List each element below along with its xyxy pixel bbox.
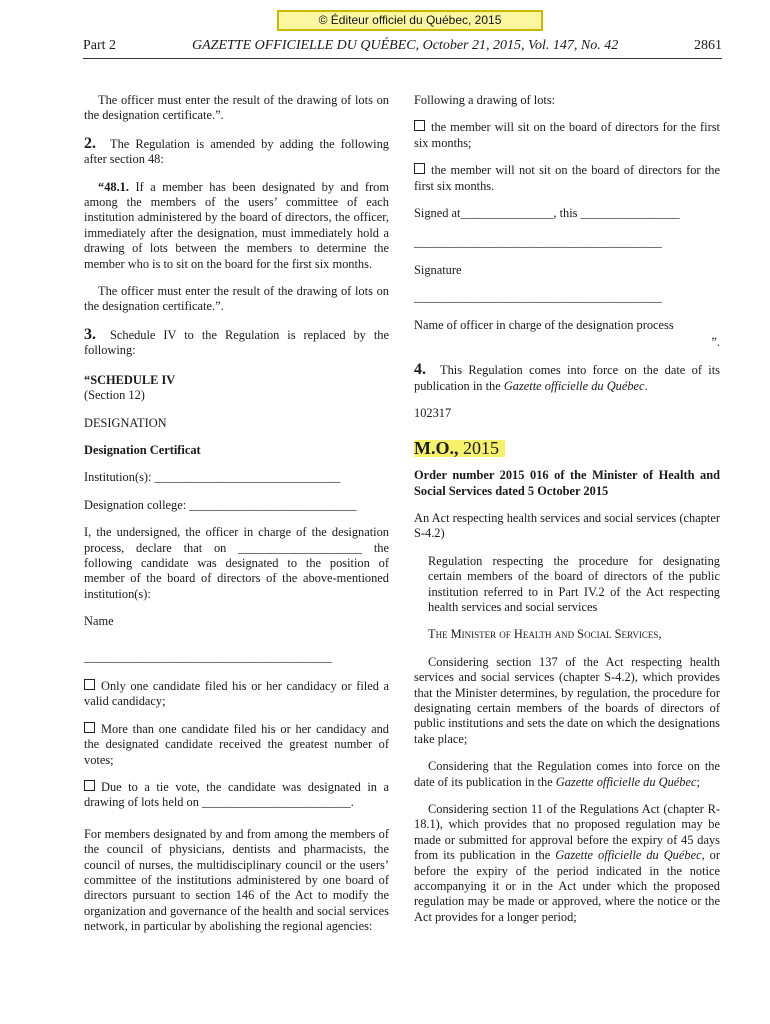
name-label: Name (84, 614, 114, 629)
declaration: I, the undersigned, the officer in charge of the designation process, declare that on ____________________ the following candidate was designated to the position of member of the board of directors of the above-mentioned institution(s): (84, 525, 389, 601)
section-2: 2. The Regulation is amended by adding the following after section 48: (84, 134, 389, 167)
schedule-heading: “SCHEDULE IV (Section 12) (84, 372, 176, 403)
for-members: For members designated by and from among the members of the council of physicians, dentists and pharmacists, the council of nurses, the multidisciplinary council or the users’ committee of the institutions administered by one board of directors pursuant to section 146 of the Act to modify the organization and governance of the health and social services network, in particular by abolishing the regional agencies: (84, 826, 389, 934)
section-3: 3. Schedule IV to the Regulation is replaced by the following: (84, 325, 389, 358)
considering-1: Considering section 137 of the Act respecting health services and social services (chapter S-4.2), which provides that the Minister determines, by regulation, the procedure for designating certain members of the boards of directors of public institutions and sets the date on which the designations take place; (414, 654, 720, 746)
option-1: Only one candidate filed his or her candidacy or filed a valid candidacy; (84, 678, 389, 709)
considering-3: Considering section 11 of the Regulations Act (chapter R-18.1), which provides that no proposed regulation may be made or submitted for approval before the expiry of 45 days from its publication in the Gazette officielle du Québec, or before the expiry of the period indicated in the notice accompanying it or in the Act under which the proposed regulation may be made or approved, where the notice or the Act provides for a longer period; (414, 802, 720, 924)
page-number: 2861 (694, 38, 722, 53)
checkbox-icon (414, 163, 425, 174)
considering-2: Considering that the Regulation comes into force on the date of its publication in the Gazette officielle du Québec; (414, 759, 720, 789)
left-column (84, 93, 389, 947)
section-4: 4. This Regulation comes into force on the date of its publication in the Gazette officielle du Québec. (414, 361, 720, 393)
minister: The Minister of Health and Social Services, (428, 627, 662, 642)
option-2: More than one candidate filed his or her candidacy and the designated candidate received the greatest number of votes; (84, 721, 389, 767)
college-field: Designation college: ___________________________ (84, 497, 357, 512)
signature-label: Signature (414, 262, 462, 277)
checkbox-icon (84, 780, 95, 791)
section-48-1: “48.1. If a member has been designated by and from among the members of the users’ committee of each institution administered by the board of directors, the officer, immediately after the designation, must immediately hold a drawing of lots between the members to determine the member who is to sit on the board for the first six months. (84, 179, 389, 271)
header-title: GAZETTE OFFICIELLE DU QUÉBEC, October 21, 2015, Vol. 147, No. 42 (192, 38, 619, 53)
option-3: Due to a tie vote, the candidate was designated in a drawing of lots held on ________________________. (84, 780, 389, 810)
officer-line: ________________________________________ (414, 290, 662, 305)
right-option-1: the member will sit on the board of directors for the first six months; (414, 120, 720, 150)
closing-quote: ”. (711, 335, 720, 350)
header-part: Part 2 (83, 38, 117, 53)
right-option-2: the member will not sit on the board of directors for the first six months. (414, 163, 720, 193)
mo-heading: M.O., 2015 (414, 440, 720, 458)
designation-heading: DESIGNATION (84, 415, 167, 430)
regulation-title: Regulation respecting the procedure for designating certain members of the board of directors of the public institution referred to in Part IV.2 of the Act respecting health services and social services (428, 553, 720, 614)
header-rule (83, 58, 722, 59)
checkbox-icon (84, 679, 95, 690)
officer-name-label: Name of officer in charge of the designation process (414, 317, 674, 332)
following: Following a drawing of lots: (414, 93, 556, 107)
reference-number: 102317 (414, 406, 452, 421)
name-line: ________________________________________ (84, 649, 332, 664)
checkbox-icon (84, 722, 95, 733)
act-title: An Act respecting health services and social services (chapter S-4.2) (414, 510, 720, 541)
right-column (414, 93, 720, 937)
copyright-banner: © Éditeur officiel du Québec, 2015 (277, 10, 543, 31)
checkbox-icon (414, 120, 425, 131)
certificate-title: Designation Certificat (84, 442, 201, 457)
paragraph: The officer must enter the result of the drawing of lots on the designation certificate.”. (84, 93, 389, 123)
signed-at: Signed at_______________, this ________________ (414, 206, 680, 221)
institution-field: Institution(s): ______________________________ (84, 470, 341, 485)
signature-line: ________________________________________ (414, 235, 662, 250)
order-title: Order number 2015 016 of the Minister of Health and Social Services dated 5 October 2015 (414, 468, 720, 498)
paragraph: The officer must enter the result of the drawing of lots on the designation certificate.”. (84, 284, 389, 314)
